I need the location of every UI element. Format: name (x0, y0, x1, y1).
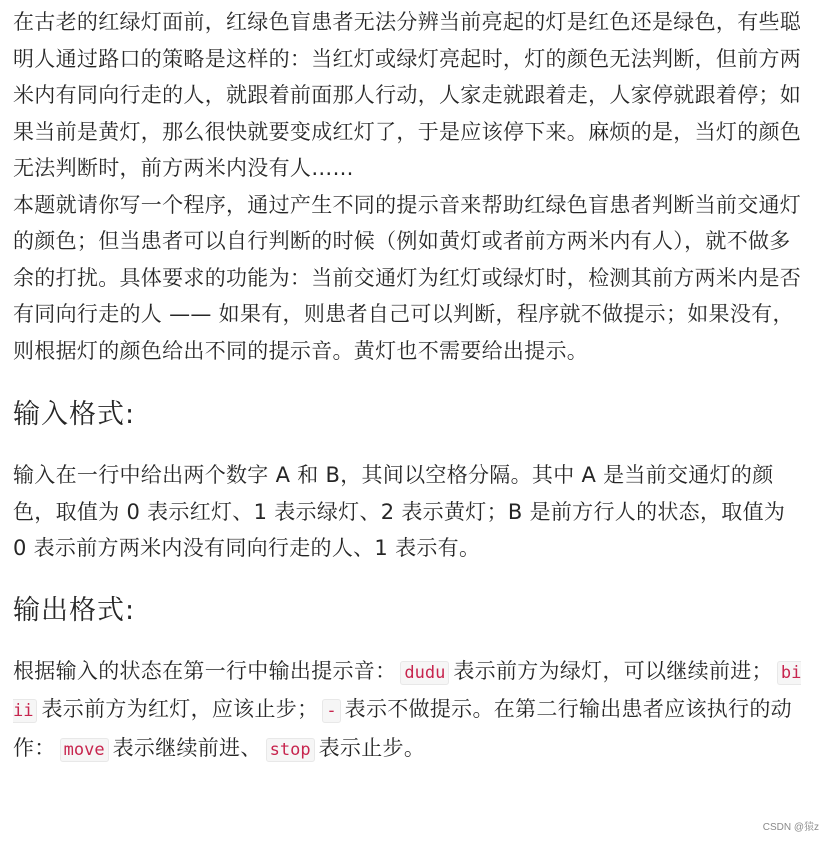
output-text-5: 表示继续前进、 (112, 735, 262, 760)
csdn-watermark: CSDN @猿z (762, 822, 819, 833)
intro-paragraph-2: 本题就请你写一个程序，通过产生不同的提示音来帮助红绿色盲患者判断当前交通灯的颜色；但当患者可以自行判断的时候（例如黄灯或者前方两米内有人），就不做多余的打扰。具体要求的功能为：当前交通灯为红灯或绿灯时，检测其前方两米内是否有同向行走的人 —— 如果有，则患者自己可以判断，程序就不做提示；如果没有，则根据灯的颜色给出不同的提示音。黄灯也不需要给出提示。 (13, 192, 802, 363)
output-text-2: 表示前方为绿灯，可以继续前进； (453, 658, 773, 683)
input-format-text: 输入在一行中给出两个数字 A 和 B，其间以空格分隔。其中 A 是当前交通灯的颜色，取值为 0 表示红灯、1 表示绿灯、2 表示黄灯；B 是前方行人的状态，取值为 0 表示前方两米内没有同向行走的人、1 表示有。 (13, 463, 786, 560)
code-biii: biii (13, 662, 802, 721)
code-stop: stop (266, 738, 315, 762)
problem-description (13, 4, 803, 768)
code-move: move (60, 738, 109, 762)
intro-paragraph-1: 在古老的红绿灯面前，红绿色盲患者无法分辨当前亮起的灯是红色还是绿色，有些聪明人通过路口的策略是这样的：当红灯或绿灯亮起时，灯的颜色无法判断，但前方两米内有同向行走的人，就跟着前面那人行动，人家走就跟着走，人家停就跟着停；如果当前是黄灯，那么很快就要变成红灯了，于是应该停下来。麻烦的是，当灯的颜色无法判断时，前方两米内没有人…… (13, 10, 802, 180)
output-text-1: 根据输入的状态在第一行中输出提示音： (13, 658, 397, 683)
output-format-heading: 输出格式: (13, 594, 136, 626)
input-format-heading: 输入格式: (13, 399, 136, 430)
output-text-6: 表示止步。 (318, 735, 426, 760)
code-dash: - (322, 699, 340, 723)
output-text-3: 表示前方为红灯，应该止步； (41, 697, 319, 721)
output-format-text (13, 653, 803, 769)
output-text-4: 表示不做提示。在第二行输出患者应该执行的动作： (13, 697, 792, 760)
code-dudu: dudu (400, 661, 449, 685)
